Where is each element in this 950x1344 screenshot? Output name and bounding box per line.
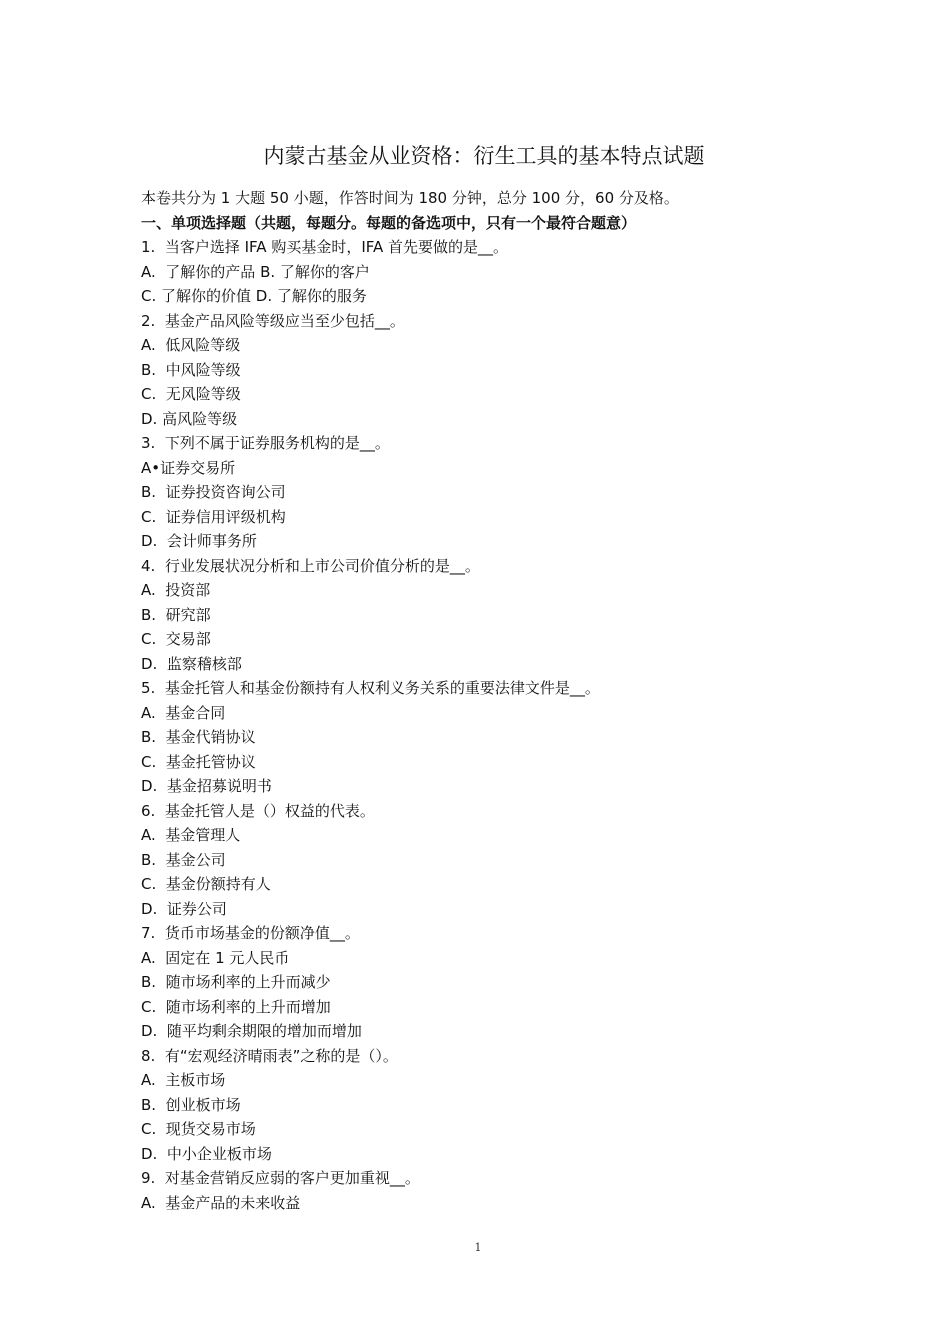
question-stem: 5. 基金托管人和基金份额持有人权利义务关系的重要法律文件是__。 [141, 679, 600, 697]
answer-option: D. 会计师事务所 [141, 532, 257, 550]
answer-option: C. 证券信用评级机构 [141, 507, 286, 526]
answer-option: B. 随市场利率的上升而减少 [141, 973, 331, 991]
answer-option: B. 研究部 [141, 605, 211, 624]
question-stem: 8. 有“宏观经济晴雨表”之称的是（）。 [141, 1046, 398, 1065]
answer-option: D. 证券公司 [141, 899, 227, 918]
answer-option: A. 低风险等级 [141, 336, 241, 354]
answer-option: C. 随市场利率的上升而增加 [141, 997, 331, 1016]
document-body [141, 186, 841, 1215]
answer-option: D. 随平均剩余期限的增加而增加 [141, 1022, 362, 1040]
answer-option: A. 基金管理人 [141, 826, 241, 844]
question-stem: 1. 当客户选择 IFA 购买基金时，IFA 首先要做的是__。 [141, 238, 509, 256]
answer-option: A. 了解你的产品 B. 了解你的客户 [141, 262, 370, 281]
question-stem: 3. 下列不属于证券服务机构的是__。 [141, 434, 390, 452]
question-stem: 9. 对基金营销反应弱的客户更加重视__。 [141, 1169, 420, 1187]
answer-option: C. 基金托管协议 [141, 752, 256, 771]
answer-option: A. 主板市场 [141, 1071, 226, 1089]
answer-option: C. 现货交易市场 [141, 1120, 256, 1138]
exam-intro: 本卷共分为 1 大题 50 小题，作答时间为 180 分钟，总分 100 分，60 分及格。 [141, 189, 679, 207]
answer-option: B. 证券投资咨询公司 [141, 483, 286, 501]
answer-option: D. 基金招募说明书 [141, 777, 272, 795]
question-stem: 6. 基金托管人是（）权益的代表。 [141, 801, 375, 820]
answer-option: A•证券交易所 [141, 458, 236, 477]
answer-option: C. 交易部 [141, 630, 211, 648]
answer-option: C. 了解你的价值 D. 了解你的服务 [141, 287, 367, 305]
answer-option: A. 基金合同 [141, 703, 226, 722]
answer-option: B. 基金代销协议 [141, 728, 256, 746]
answer-option: B. 中风险等级 [141, 360, 241, 379]
question-list [141, 235, 841, 1215]
answer-option: A. 固定在 1 元人民币 [141, 948, 290, 967]
answer-option: D. 监察稽核部 [141, 654, 242, 673]
question-stem: 2. 基金产品风险等级应当至少包括__。 [141, 311, 405, 330]
question-stem: 7. 货币市场基金的份额净值__。 [141, 924, 360, 942]
answer-option: D. 高风险等级 [141, 409, 238, 428]
page-number: 1 [474, 1241, 482, 1254]
document-title: 内蒙古基金从业资格：衍生工具的基本特点试题 [263, 144, 705, 168]
answer-option: D. 中小企业板市场 [141, 1144, 272, 1163]
section-heading: 一、单项选择题（共题，每题分。每题的备选项中，只有一个最符合题意） [141, 213, 637, 232]
answer-option: B. 基金公司 [141, 850, 226, 869]
answer-option: C. 基金份额持有人 [141, 875, 271, 893]
question-stem: 4. 行业发展状况分析和上市公司价值分析的是__。 [141, 556, 480, 575]
answer-option: A. 基金产品的未来收益 [141, 1193, 301, 1212]
answer-option: A. 投资部 [141, 581, 211, 599]
answer-option: C. 无风险等级 [141, 385, 241, 403]
answer-option: B. 创业板市场 [141, 1095, 241, 1114]
